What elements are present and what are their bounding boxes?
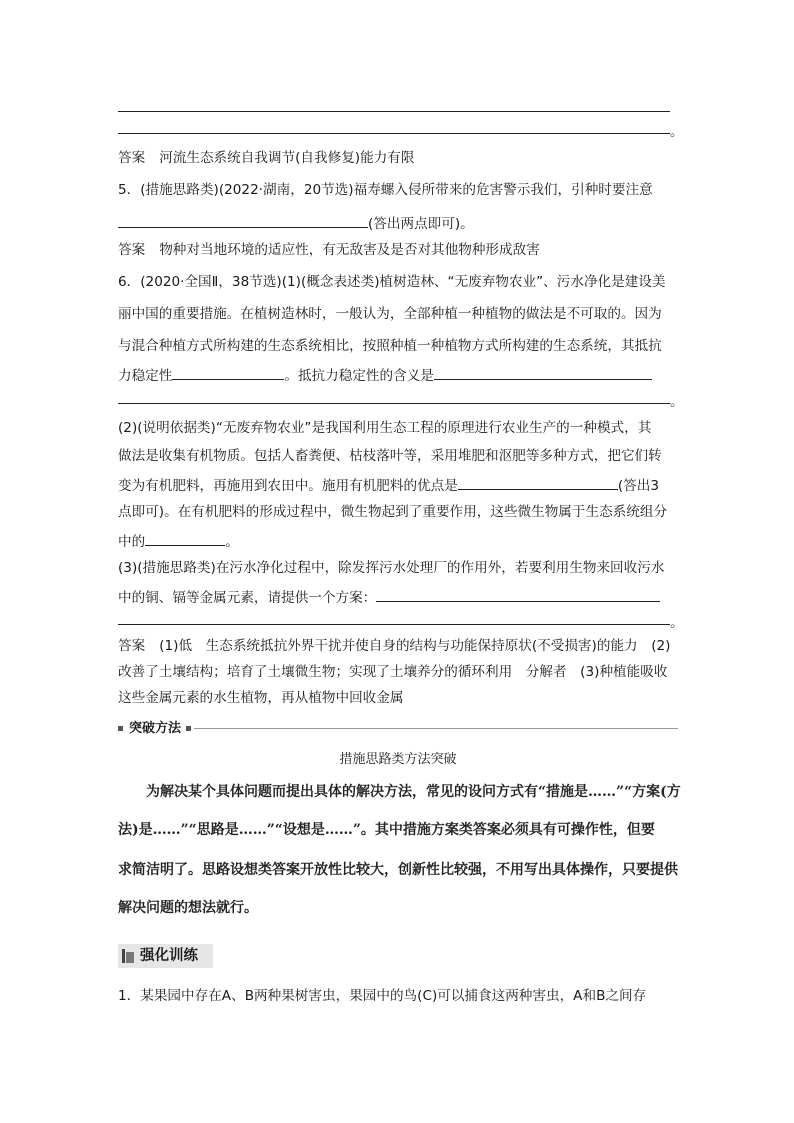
answer-blank-line (118, 133, 670, 134)
method-title: 措施思路类方法突破 (339, 752, 457, 767)
training-label: 强化训练 (140, 948, 198, 964)
question-5-line (118, 212, 678, 234)
question-6-line: 与混合种植方式所构建的生态系统相比，按照种植一种植物方式所构建的生态系统，其抵抗 (118, 338, 662, 354)
training-question-1-line: 1．某果园中存在A、B两种果树害虫，果园中的鸟(C)可以捕食这两种害虫，A和B之间存 (118, 988, 647, 1004)
question-6-part3-line (118, 586, 678, 608)
answer-blank (118, 212, 368, 228)
answer-blank (172, 364, 284, 380)
answer-blank (376, 586, 660, 602)
section-header-method (118, 722, 678, 736)
question-6-part2-line: 点即可)。在有机肥料的形成过程中，微生物起到了重要作用，这些微生物属于生态系统组分 (118, 504, 668, 520)
question-5-line: 5．(措施思路类)(2022·湖南，20节选)福寿螺入侵所带来的危害警示我们，引种时要注意 (118, 182, 653, 198)
question-6-part2-line: (2)(说明依据类)“无废弃物农业”是我国利用生态工程的原理进行农业生产的一种模式，其 (118, 420, 652, 436)
answer-blank-line (118, 403, 670, 404)
question-5-hint: (答出两点即可)。 (368, 216, 474, 232)
question-6-text: 。抵抗力稳定性的含义是 (284, 368, 434, 384)
question-6-part2-line (118, 530, 678, 552)
answer-blank-line (118, 111, 670, 112)
answer-blank (458, 474, 618, 490)
answer-line: 改善了土壤结构；培育了土壤微生物；实现了土壤养分的循环利用 分解者 (3)种植能吸收 (118, 664, 668, 680)
question-6-line (118, 364, 678, 386)
period: 。 (670, 124, 684, 140)
square-bullet-icon (118, 726, 123, 731)
answer-line (118, 148, 678, 168)
square-bullet-icon (186, 726, 191, 731)
method-paragraph-line: 法)是……”“思路是……”“设想是……”。其中措施方案类答案必须具有可操作性，但要 (118, 822, 655, 838)
answer-line: 这些金属元素的水生植物，再从植物中回收金属 (118, 690, 404, 706)
book-icon (122, 949, 134, 963)
question-6-text: 变为有机肥料，再施用到农田中。施用有机肥料的优点是 (118, 478, 458, 494)
answer-label: 答案 (118, 638, 146, 654)
answer-label: 答案 (118, 242, 146, 258)
answer-blank (145, 530, 225, 546)
answer-line (118, 240, 678, 260)
question-6-line: 6．(2020·全国Ⅱ，38节选)(1)(概念表述类)植树造林、“无废弃物农业”、污水净化是建设美 (118, 274, 666, 290)
period: 。 (670, 394, 684, 410)
answer-blank (434, 364, 652, 380)
method-paragraph-line: 为解决某个具体问题而提出具体的解决方法，常见的设问方式有“措施是……”“方案(方 (146, 784, 681, 800)
divider (194, 728, 678, 729)
question-6-part2-line (118, 474, 678, 496)
question-6-part2-line: 做法是收集有机物质。包括人畜粪便、枯枝落叶等，采用堆肥和沤肥等多种方式，把它们转 (118, 448, 662, 464)
answer-text: 物种对当地环境的适应性，有无敌害及是否对其他物种形成敌害 (159, 242, 540, 258)
question-6-text: 中的铜、镉等金属元素，请提供一个方案： (118, 590, 377, 606)
question-6-text: (答出3 (617, 478, 659, 494)
question-6-part3-line: (3)(措施思路类)在污水净化过程中，除发挥污水处理厂的作用外，若要利用生物来回收污水 (118, 560, 665, 576)
answer-text: (1)低 生态系统抵抗外界干扰并使自身的结构与功能保持原状(不受损害)的能力 (2) (159, 638, 671, 654)
answer-text: 河流生态系统自我调节(自我修复)能力有限 (159, 150, 415, 166)
question-6-line: 丽中国的重要措施。在植树造林时，一般认为，全部种植一种植物的做法是不可取的。因为 (118, 306, 662, 322)
question-6-text: 中的 (118, 534, 146, 550)
question-6-text: 。 (225, 534, 239, 550)
question-6-text: 力稳定性 (118, 368, 173, 384)
method-paragraph-line: 求简洁明了。思路设想类答案开放性比较大，创新性比较强，不用写出具体操作，只要提供 (118, 862, 678, 878)
answer-line (118, 636, 678, 656)
period: 。 (670, 615, 684, 631)
method-paragraph-line: 解决问题的想法就行。 (118, 900, 258, 916)
answer-label: 答案 (118, 150, 146, 166)
answer-blank-line (118, 624, 670, 625)
training-section-header (118, 944, 213, 968)
section-label: 突破方法 (129, 721, 182, 736)
